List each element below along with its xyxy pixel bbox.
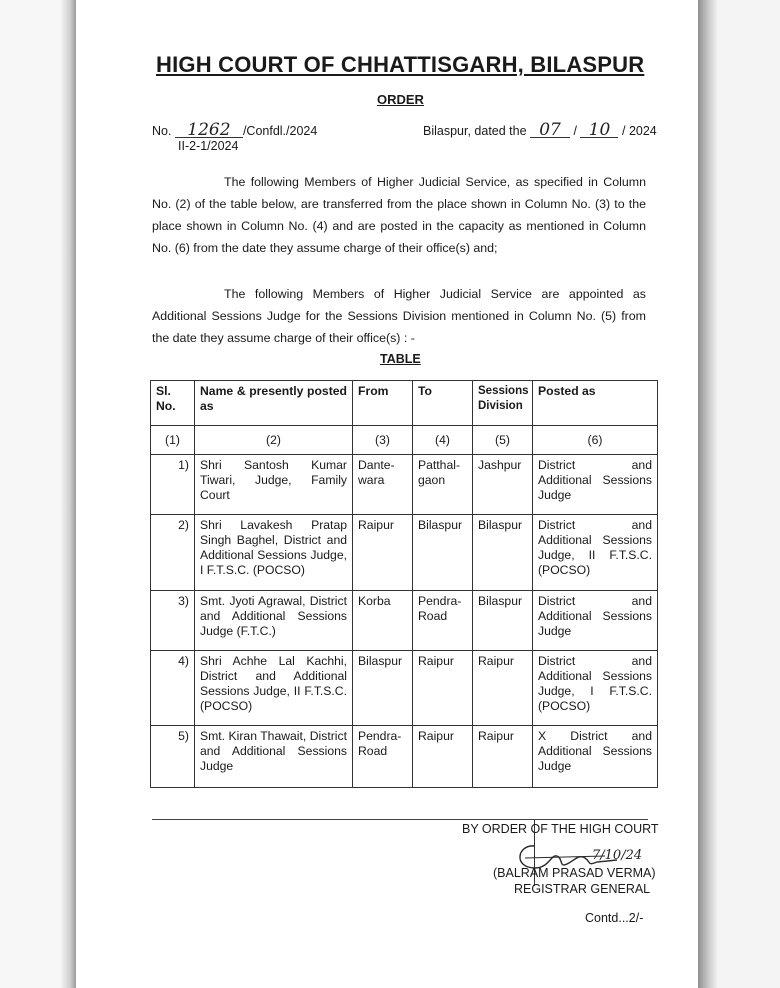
cell-name: Shri Lavakesh Pratap Singh Baghel, District and Additional Sessions Judge, I F.T.S.C. (POCSO) xyxy=(195,515,353,591)
by-order-line: BY ORDER OF THE HIGH COURT xyxy=(462,822,659,836)
cell-sessions-division: Bilaspur xyxy=(473,591,533,651)
column-number: (2) xyxy=(195,426,353,455)
document-title: HIGH COURT OF CHHATTISGARH, BILASPUR xyxy=(156,52,645,77)
table-row xyxy=(151,515,658,591)
table-row xyxy=(151,455,658,515)
cell-name: Smt. Kiran Thawait, District and Additional Sessions Judge xyxy=(195,726,353,788)
continued-note: Contd...2/- xyxy=(585,911,644,925)
cell-posted-as: District and Additional Sessions Judge xyxy=(533,591,658,651)
order-date-line xyxy=(423,120,657,140)
date-day-handwritten: 07 xyxy=(530,123,570,138)
order-number-suffix: /Confdl./2024 xyxy=(242,124,318,138)
cell-posted-as: X District and Additional Sessions Judge xyxy=(533,726,658,788)
cell-name: Shri Santosh Kumar Tiwari, Judge, Family Court xyxy=(195,455,353,515)
cell-sessions-division: Jashpur xyxy=(473,455,533,515)
appointment-paragraph xyxy=(152,283,646,349)
cell-name: Shri Achhe Lal Kachhi, District and Additional Sessions Judge, II F.T.S.C. (POCSO) xyxy=(195,651,353,726)
cell-to: Pendra-Road xyxy=(413,591,473,651)
table-row xyxy=(151,591,658,651)
table-row xyxy=(151,726,658,788)
paragraph-text: The following Members of Higher Judicial Service are appointed as Additional Sessions Judge for the Sessions Division mentioned in Column No. (5) from the date they assume charge of their office(s) : - xyxy=(152,287,646,345)
column-number: (6) xyxy=(533,426,658,455)
date-year: 2024 xyxy=(628,124,657,138)
column-number: (1) xyxy=(151,426,195,455)
place-dated-label: Bilaspur, dated the xyxy=(423,124,527,138)
cell-sessions-division: Bilaspur xyxy=(473,515,533,591)
file-number: II-2-1/2024 xyxy=(178,139,239,153)
cell-sl-no: 5) xyxy=(151,726,195,788)
cell-from: Korba xyxy=(353,591,413,651)
column-number: (4) xyxy=(413,426,473,455)
order-number-line xyxy=(152,120,318,140)
cell-posted-as: District and Additional Sessions Judge xyxy=(533,455,658,515)
signatory-name: (BALRAM PRASAD VERMA) xyxy=(493,866,656,880)
cell-sl-no: 3) xyxy=(151,591,195,651)
cell-sl-no: 4) xyxy=(151,651,195,726)
cell-to: Raipur xyxy=(413,651,473,726)
page-shadow-right xyxy=(698,0,780,988)
cell-sessions-division: Raipur xyxy=(473,726,533,788)
header-to: To xyxy=(413,381,473,426)
cell-to: Raipur xyxy=(413,726,473,788)
signatory-designation: REGISTRAR GENERAL xyxy=(514,882,651,896)
transfer-paragraph xyxy=(152,171,646,259)
cell-to: Patthal-gaon xyxy=(413,455,473,515)
cell-sl-no: 1) xyxy=(151,455,195,515)
footer-divider xyxy=(152,819,648,820)
table-row xyxy=(151,651,658,726)
cell-sl-no: 2) xyxy=(151,515,195,591)
cell-name: Smt. Jyoti Agrawal, District and Additional Sessions Judge (F.T.C.) xyxy=(195,591,353,651)
cell-from: Raipur xyxy=(353,515,413,591)
order-number-prefix: No. xyxy=(152,124,172,138)
column-number-row xyxy=(151,426,658,455)
order-number-handwritten: 1262 xyxy=(175,123,243,138)
cell-from: Dante-wara xyxy=(353,455,413,515)
page-shadow-left xyxy=(0,0,76,988)
cell-posted-as: District and Additional Sessions Judge, I F.T.S.C. (POCSO) xyxy=(533,651,658,726)
cell-from: Bilaspur xyxy=(353,651,413,726)
signature-date: 7/10/24 xyxy=(592,848,643,863)
header-sessions-division: Sessions Division xyxy=(473,381,533,426)
cell-from: Pendra-Road xyxy=(353,726,413,788)
cell-to: Bilaspur xyxy=(413,515,473,591)
header-from: From xyxy=(353,381,413,426)
table-heading: TABLE xyxy=(380,352,421,366)
date-month-handwritten: 10 xyxy=(580,123,618,138)
header-sl-no: Sl. No. xyxy=(151,381,195,426)
header-name: Name & presently posted as xyxy=(195,381,353,426)
column-number: (3) xyxy=(353,426,413,455)
date-separator: / xyxy=(573,124,577,138)
date-separator: / xyxy=(621,124,626,138)
order-heading: ORDER xyxy=(377,92,424,107)
transfer-table xyxy=(150,380,658,788)
cell-posted-as: District and Additional Sessions Judge, II F.T.S.C. (POCSO) xyxy=(533,515,658,591)
header-posted-as: Posted as xyxy=(533,381,658,426)
column-number: (5) xyxy=(473,426,533,455)
cell-sessions-division: Raipur xyxy=(473,651,533,726)
table-header-row xyxy=(151,381,658,426)
paragraph-text: The following Members of Higher Judicial Service, as specified in Column No. (2) of the table below, are transferred from the place shown in Column No. (3) to the place shown in Column No. (4) and are posted in the capacity as mentioned in Column No. (6) from the date they assume charge of their office(s) and; xyxy=(152,175,646,255)
